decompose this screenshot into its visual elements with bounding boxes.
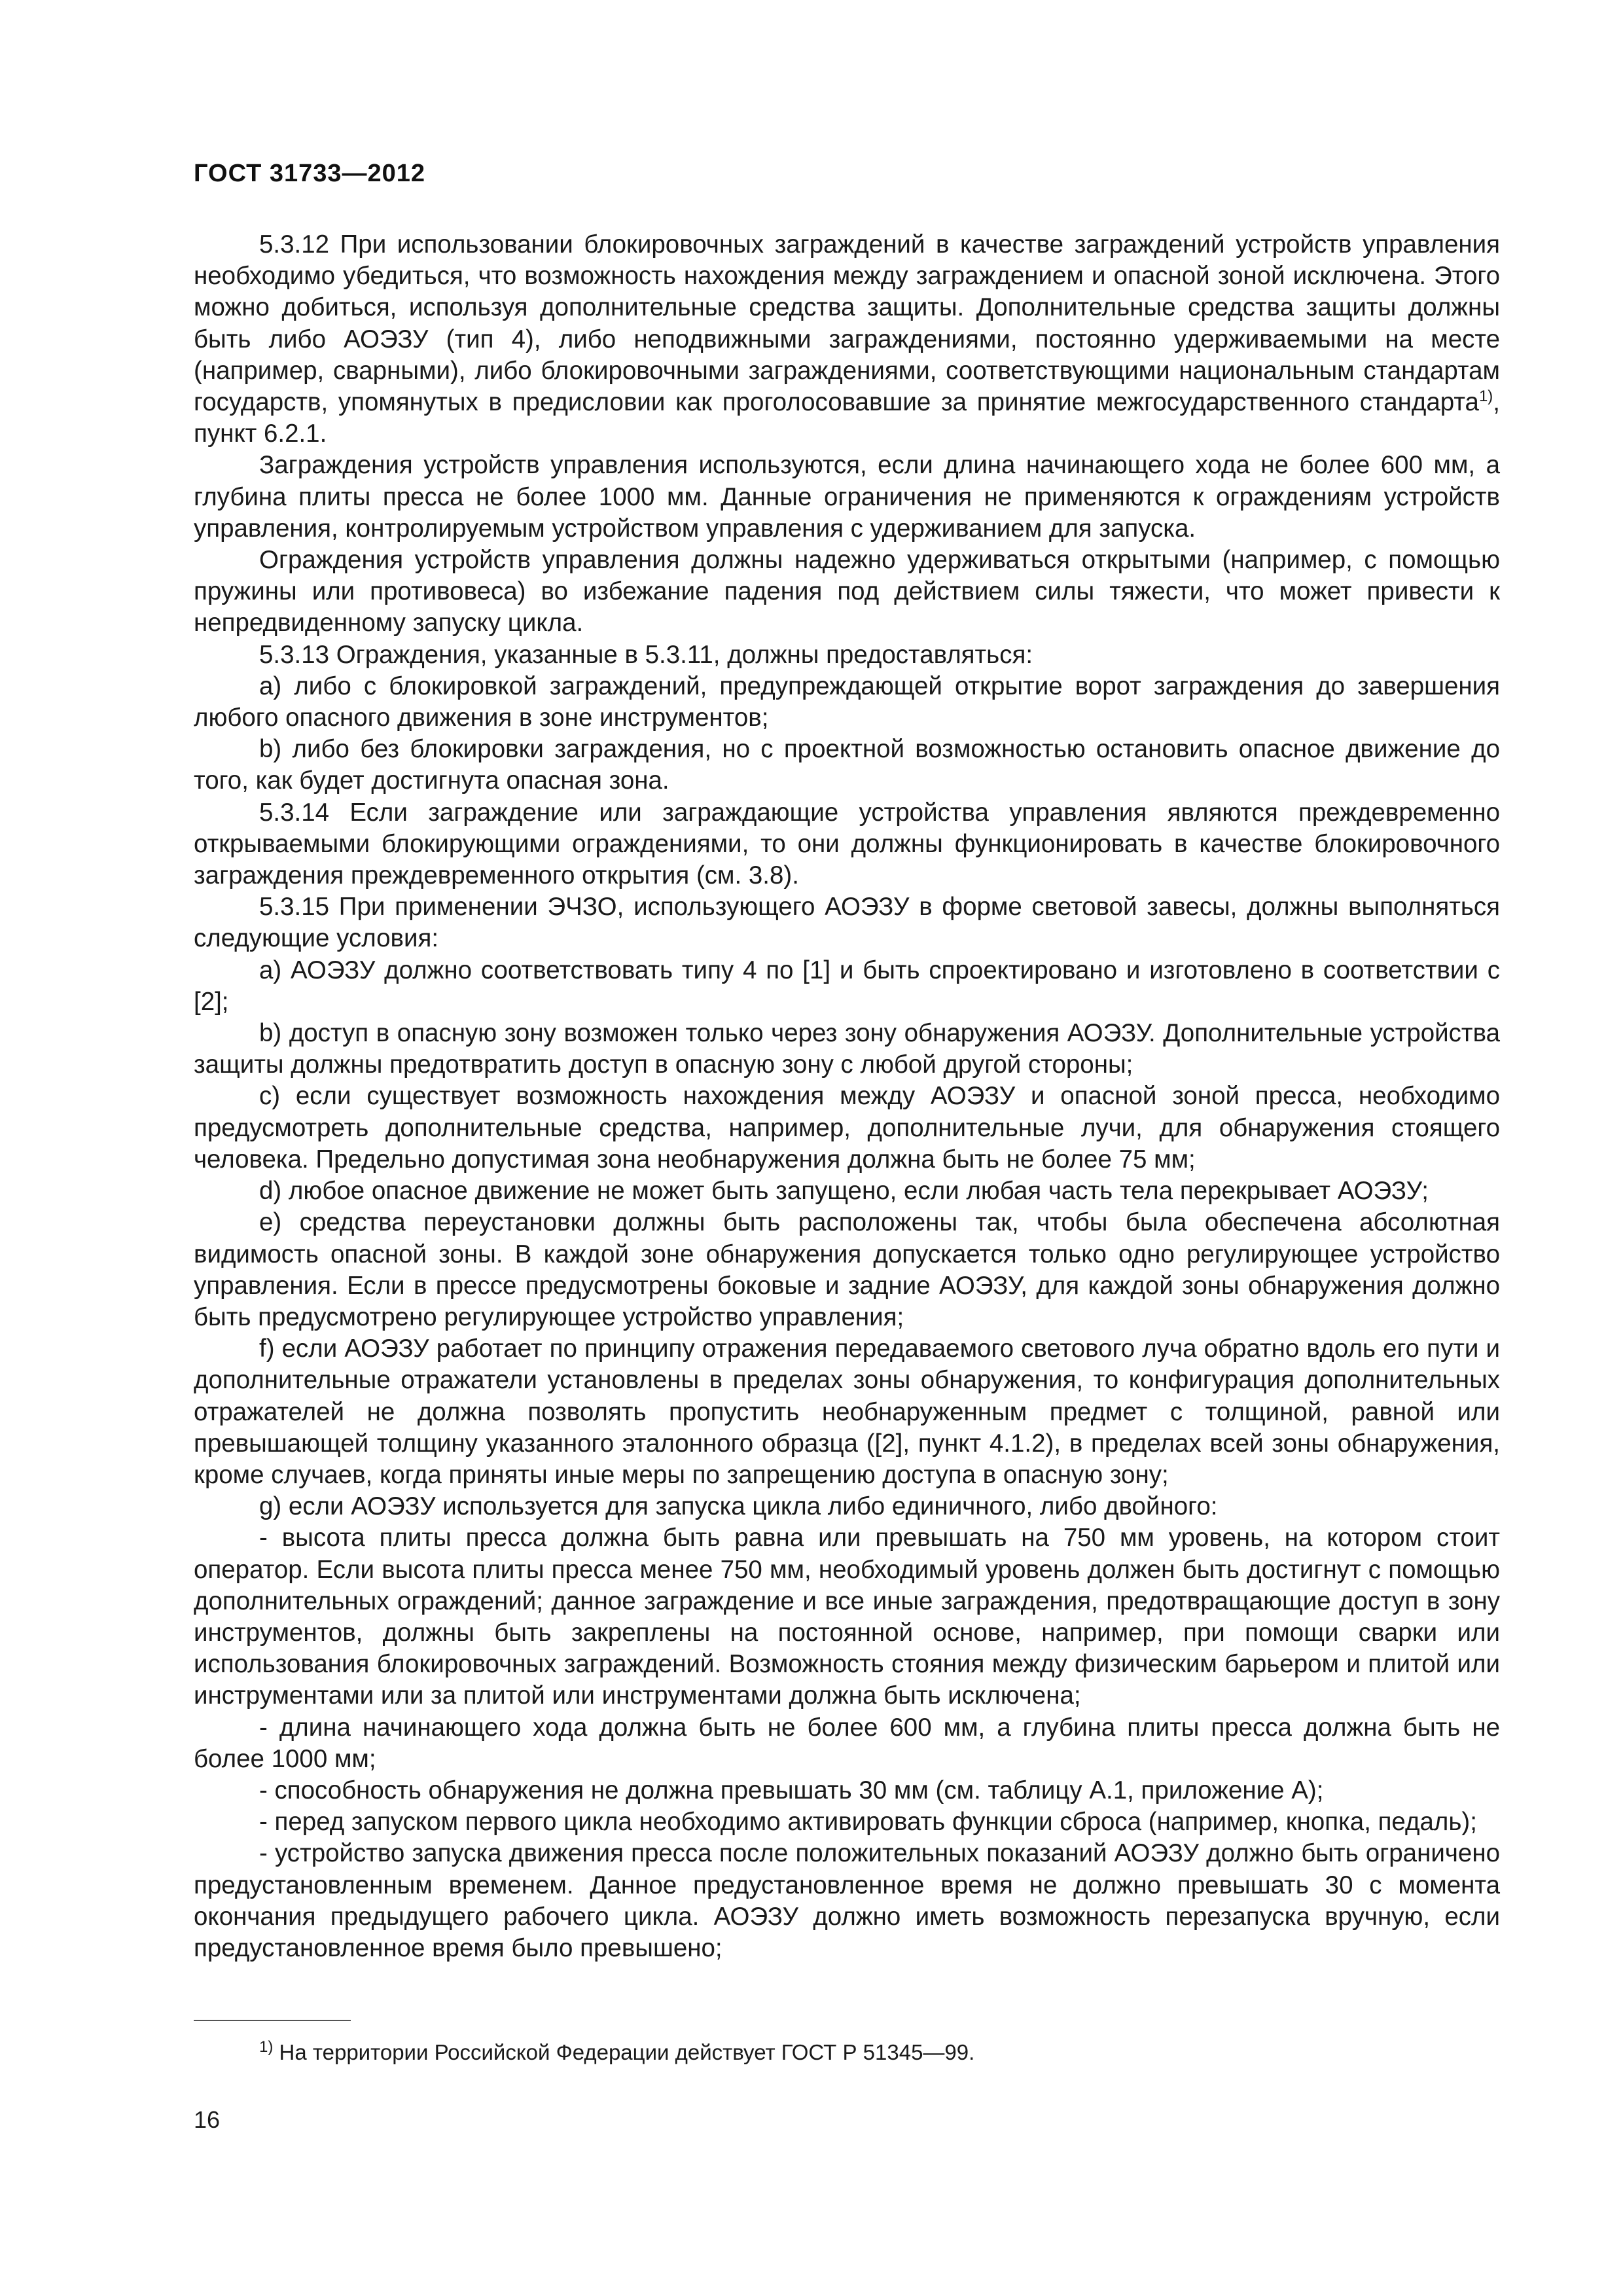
list-item-5-3-15-a: a) АОЭЗУ должно соответствовать типу 4 по [1] и быть спроектировано и изготовлено в соответствии с [2];	[194, 956, 1500, 1016]
list-item-5-3-13-b: b) либо без блокировки заграждения, но с проектной возможностью остановить опасное движение до того, как будет достигнута опасная зона.	[194, 735, 1500, 795]
footnote-reference: 1)	[1478, 387, 1493, 406]
sub-item-reset-function: - перед запуском первого цикла необходимо активировать функции сброса (например, кнопка, педаль);	[259, 1808, 1477, 1837]
paragraph-guards-open: Ограждения устройств управления должны надежно удерживаться открытыми (например, с помощью пружины или противовеса) во избежание падения под действием силы тяжести, что может привести к непредвиденному запуску цикла.	[194, 546, 1500, 637]
paragraph-5-3-12	[194, 229, 1500, 450]
page-number: 16	[194, 2106, 221, 2133]
list-item-5-3-15-e: e) средства переустановки должны быть расположены так, чтобы была обеспечена абсолютная видимость опасной зоны. В каждой зоне обнаружения допускается только одно регулирующее устройство управления. Если в прессе предусмотрены боковые и задние АОЭЗУ, для каждой зоны обнаружения должно быть предусмотрено регулирующее устройство управления;	[194, 1208, 1500, 1331]
paragraph-text-tail: , пункт 6.2.1.	[194, 388, 1500, 448]
document-header: ГОСТ 31733—2012	[194, 160, 426, 187]
sub-item-stroke-length: - длина начинающего хода должна быть не более 600 мм, а глубина плиты пресса должна быть не более 1000 мм;	[194, 1713, 1500, 1773]
paragraph-text: 5.3.12 При использовании блокировочных заграждений в качестве заграждений устройств управления необходимо убедиться, что возможность нахождения между заграждением и опасной зоной исключена. Этого можно добиться, используя дополнительные средства защиты. Дополнительные средства защиты должны быть либо АОЭЗУ (тип 4), либо неподвижными заграждениями, постоянно удерживаемыми на месте (например, сварными), либо блокировочными заграждениями, соответствующими национальным стандартам государств, упомянутых в предисловии как проголосовавшие за принятие межгосударственного стандарта	[194, 230, 1500, 417]
sub-item-detection-capability: - способность обнаружения не должна превышать 30 мм (см. таблицу А.1, приложение А);	[259, 1776, 1324, 1804]
body-text	[194, 229, 1500, 1964]
footnote-marker: 1)	[259, 2038, 274, 2056]
sub-item-plate-height: - высота плиты пресса должна быть равна или превышать на 750 мм уровень, на котором стоит оператор. Если высота плиты пресса менее 750 мм, необходимый уровень должен быть достигнут с помощью дополнительных ограждений; данное заграждение и все иные заграждения, предотвращающие доступ в зону инструментов, должны быть закреплены на постоянной основе, например, при помощи сварки или использования блокировочных заграждений. Возможность стояния между физическим барьером и плитой или инструментами или за плитой или инструментами должна быть исключена;	[194, 1524, 1500, 1710]
footnote-text: На территории Российской Федерации действует ГОСТ Р 51345—99.	[273, 2040, 975, 2064]
paragraph-guards-limit: Заграждения устройств управления используются, если длина начинающего хода не более 600 мм, а глубина плиты пресса не более 1000 мм. Данные ограничения не применяются к ограждениям устройств управления, контролируемым устройством управления с удерживанием для запуска.	[194, 451, 1500, 543]
list-item-5-3-13-a: a) либо с блокировкой заграждений, предупреждающей открытие ворот заграждения до завершения любого опасного движения в зоне инструментов;	[194, 672, 1500, 732]
list-item-5-3-15-f: f) если АОЭЗУ работает по принципу отражения передаваемого светового луча обратно вдоль его пути и дополнительные отражатели установлены в пределах зоны обнаружения, то конфигурация дополнительных отражателей не должна позволять пропустить необнаруженным предмет с толщиной, равной или превышающей толщину указанного эталонного образца ([2], пункт 4.1.2), в пределах всей зоны обнаружения, кроме случаев, когда приняты иные меры по запрещению доступа в опасную зону;	[194, 1335, 1500, 1489]
paragraph-5-3-13: 5.3.13 Ограждения, указанные в 5.3.11, должны предоставляться:	[259, 640, 1033, 669]
list-item-5-3-15-b: b) доступ в опасную зону возможен только через зону обнаружения АОЭЗУ. Дополнительные устройства защиты должны предотвратить доступ в опасную зону с любой другой стороны;	[194, 1019, 1500, 1079]
footnote-divider	[194, 2020, 351, 2021]
sub-item-start-device: - устройство запуска движения пресса после положительных показаний АОЭЗУ должно быть ограничено предустановленным временем. Данное предустановленное время не должно превышать 30 с момента окончания предыдущего рабочего цикла. АОЭЗУ должно иметь возможность перезапуска вручную, если предустановленное время было превышено;	[194, 1839, 1500, 1962]
list-item-5-3-15-g: g) если АОЭЗУ используется для запуска цикла либо единичного, либо двойного:	[259, 1492, 1218, 1521]
list-item-5-3-15-d: d) любое опасное движение не может быть запущено, если любая часть тела перекрывает АОЭЗУ;	[259, 1177, 1429, 1206]
list-item-5-3-15-c: c) если существует возможность нахождения между АОЭЗУ и опасной зоной пресса, необходимо предусмотреть дополнительные средства, например, дополнительные лучи, для обнаружения стоящего человека. Предельно допустимая зона необнаружения должна быть не более 75 мм;	[194, 1082, 1500, 1174]
paragraph-5-3-14: 5.3.14 Если заграждение или заграждающие устройства управления являются преждевременно открываемыми блокирующими ограждениями, то они должны функционировать в качестве блокировочного заграждения преждевременного открытия (см. 3.8).	[194, 798, 1500, 890]
footnote	[259, 2039, 1503, 2066]
paragraph-5-3-15: 5.3.15 При применении ЭЧЗО, использующего АОЭЗУ в форме световой завесы, должны выполняться следующие условия:	[194, 893, 1500, 953]
